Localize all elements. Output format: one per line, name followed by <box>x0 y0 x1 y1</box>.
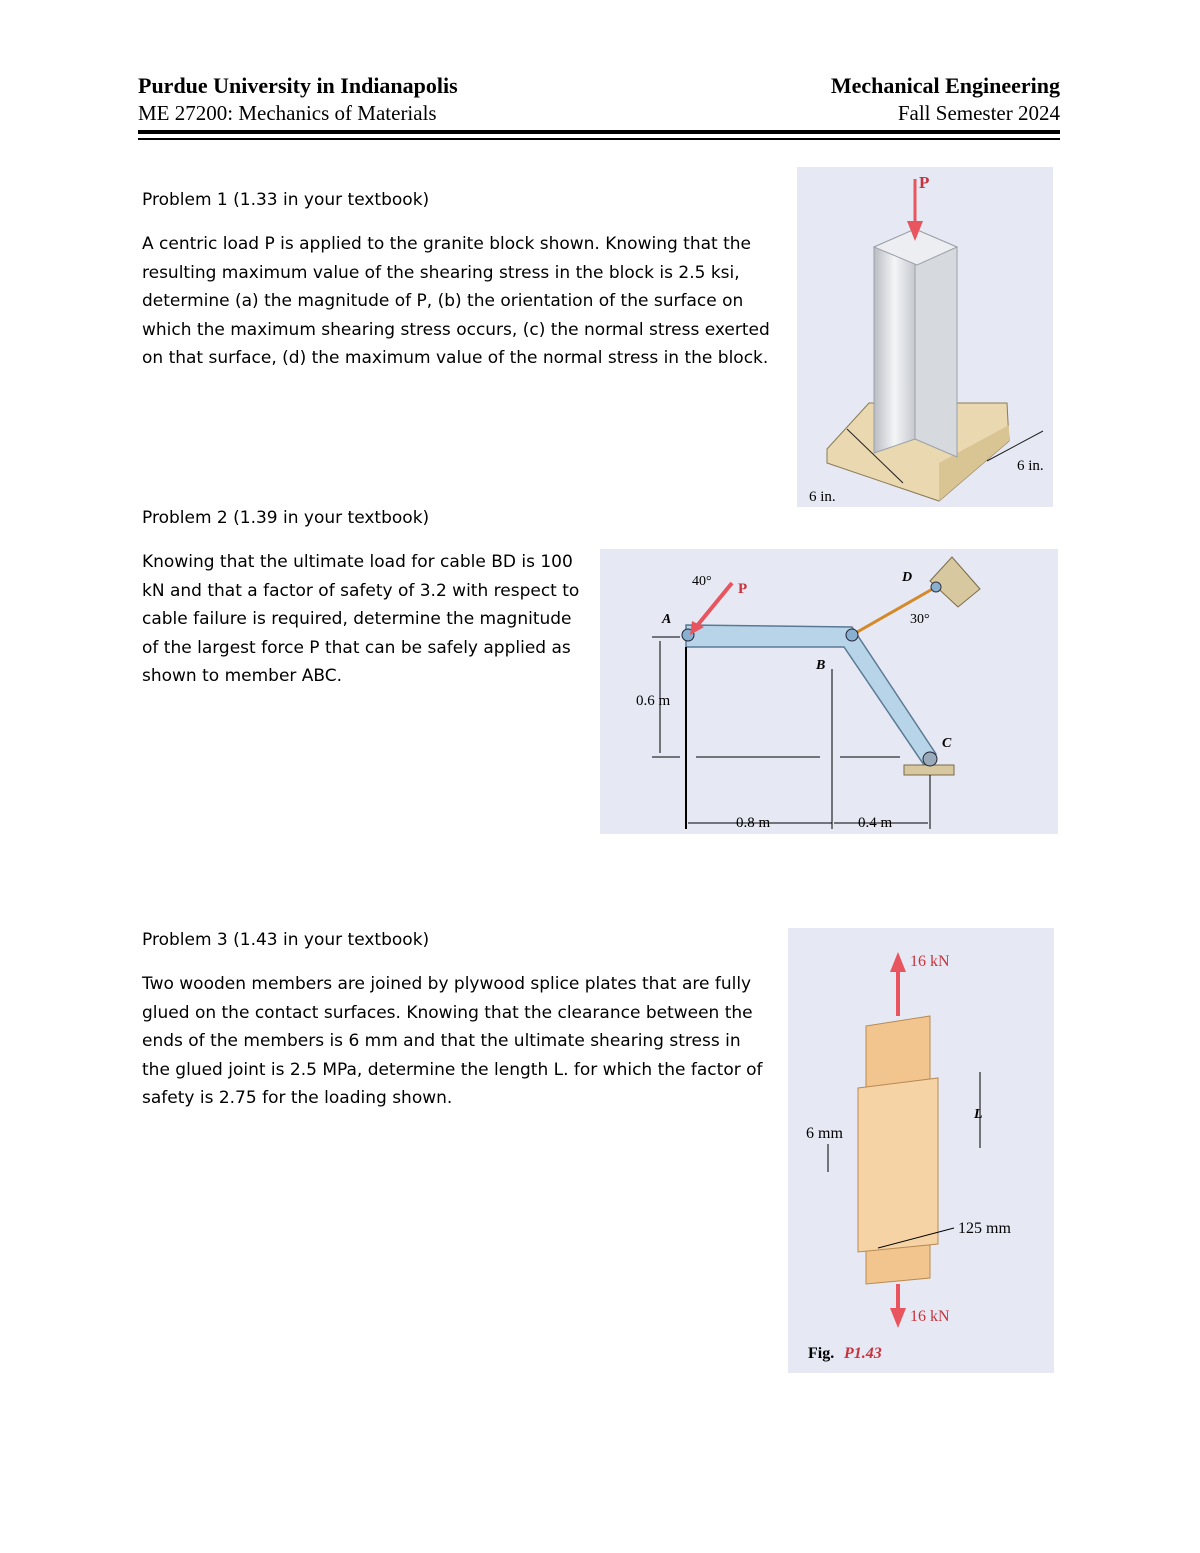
header-divider-thick <box>138 130 1060 134</box>
header-left <box>138 72 458 126</box>
figure-caption-number: P1.43 <box>844 1345 882 1362</box>
dim-label-bc: 0.4 m <box>858 815 893 831</box>
figure-member-abc <box>600 549 1058 834</box>
support-c-base <box>904 765 954 775</box>
dim-label-gap: 6 mm <box>806 1125 843 1142</box>
point-label-a: A <box>662 612 672 627</box>
header-divider-thin <box>138 138 1060 140</box>
point-label-c: C <box>942 736 952 751</box>
problem-2-title: Problem 2 (1.39 in your textbook) <box>142 508 430 528</box>
header-right <box>831 72 1060 126</box>
load-label-p: P <box>919 173 930 192</box>
angle-label-p: 40° <box>692 574 712 589</box>
figure-caption-prefix: Fig. <box>808 1345 835 1362</box>
pin-c <box>923 752 937 766</box>
dim-label-height: 0.6 m <box>636 693 671 709</box>
department-name: Mechanical Engineering <box>830 73 1060 98</box>
point-label-b: B <box>816 658 826 673</box>
dim-label-left: 6 in. <box>809 489 836 505</box>
problem-3-title: Problem 3 (1.43 in your textbook) <box>142 930 430 950</box>
problem-3-text: Two wooden members are joined by plywood splice plates that are fully glued on the contact surfaces. Knowing that the clearance between the ends of the members is 6 mm and that the ultimate shearing stress in the glued joint is 2.5 MPa, determine the length L. for which the factor of safety is 2.75 for the loading shown. <box>142 974 763 1108</box>
semester: Fall Semester 2024 <box>897 101 1060 125</box>
dim-label-width: 125 mm <box>958 1220 1011 1237</box>
point-label-d: D <box>902 570 913 585</box>
pin-b <box>846 629 858 641</box>
dim-label-right: 6 in. <box>1017 458 1044 474</box>
figure-2-background <box>600 549 1058 834</box>
load-label-top: 16 kN <box>910 953 950 970</box>
university-name: Purdue University in Indianapolis <box>138 73 458 98</box>
splice-plate <box>858 1078 938 1252</box>
block-front-face <box>874 229 915 453</box>
course-name: ME 27200: Mechanics of Materials <box>138 101 437 125</box>
dim-label-ab: 0.8 m <box>736 815 771 831</box>
problem-2-text: Knowing that the ultimate load for cable BD is 100 kN and that a factor of safety of 3.2 with respect to cable failure is required, determine the magnitude of the largest force P that can be safely applied as shown to member ABC. <box>142 552 580 686</box>
problem-1-title: Problem 1 (1.33 in your textbook) <box>142 190 430 210</box>
problem-1-text: A centric load P is applied to the granite block shown. Knowing that the resulting maximum value of the shearing stress in the block is 2.5 ksi, determine (a) the magnitude of P, (b) the orientation of the surface on which the maximum shearing stress occurs, (c) the normal stress exerted on that surface, (d) the maximum value of the normal stress in the block. <box>142 234 770 368</box>
angle-label-cable: 30° <box>910 612 930 627</box>
load-label-p: P <box>738 581 748 597</box>
dim-label-l: L <box>974 1107 983 1122</box>
figure-splice-joint <box>788 928 1054 1373</box>
load-label-bottom: 16 kN <box>910 1308 950 1325</box>
pin-d <box>931 582 941 592</box>
figure-granite-block <box>797 167 1053 507</box>
